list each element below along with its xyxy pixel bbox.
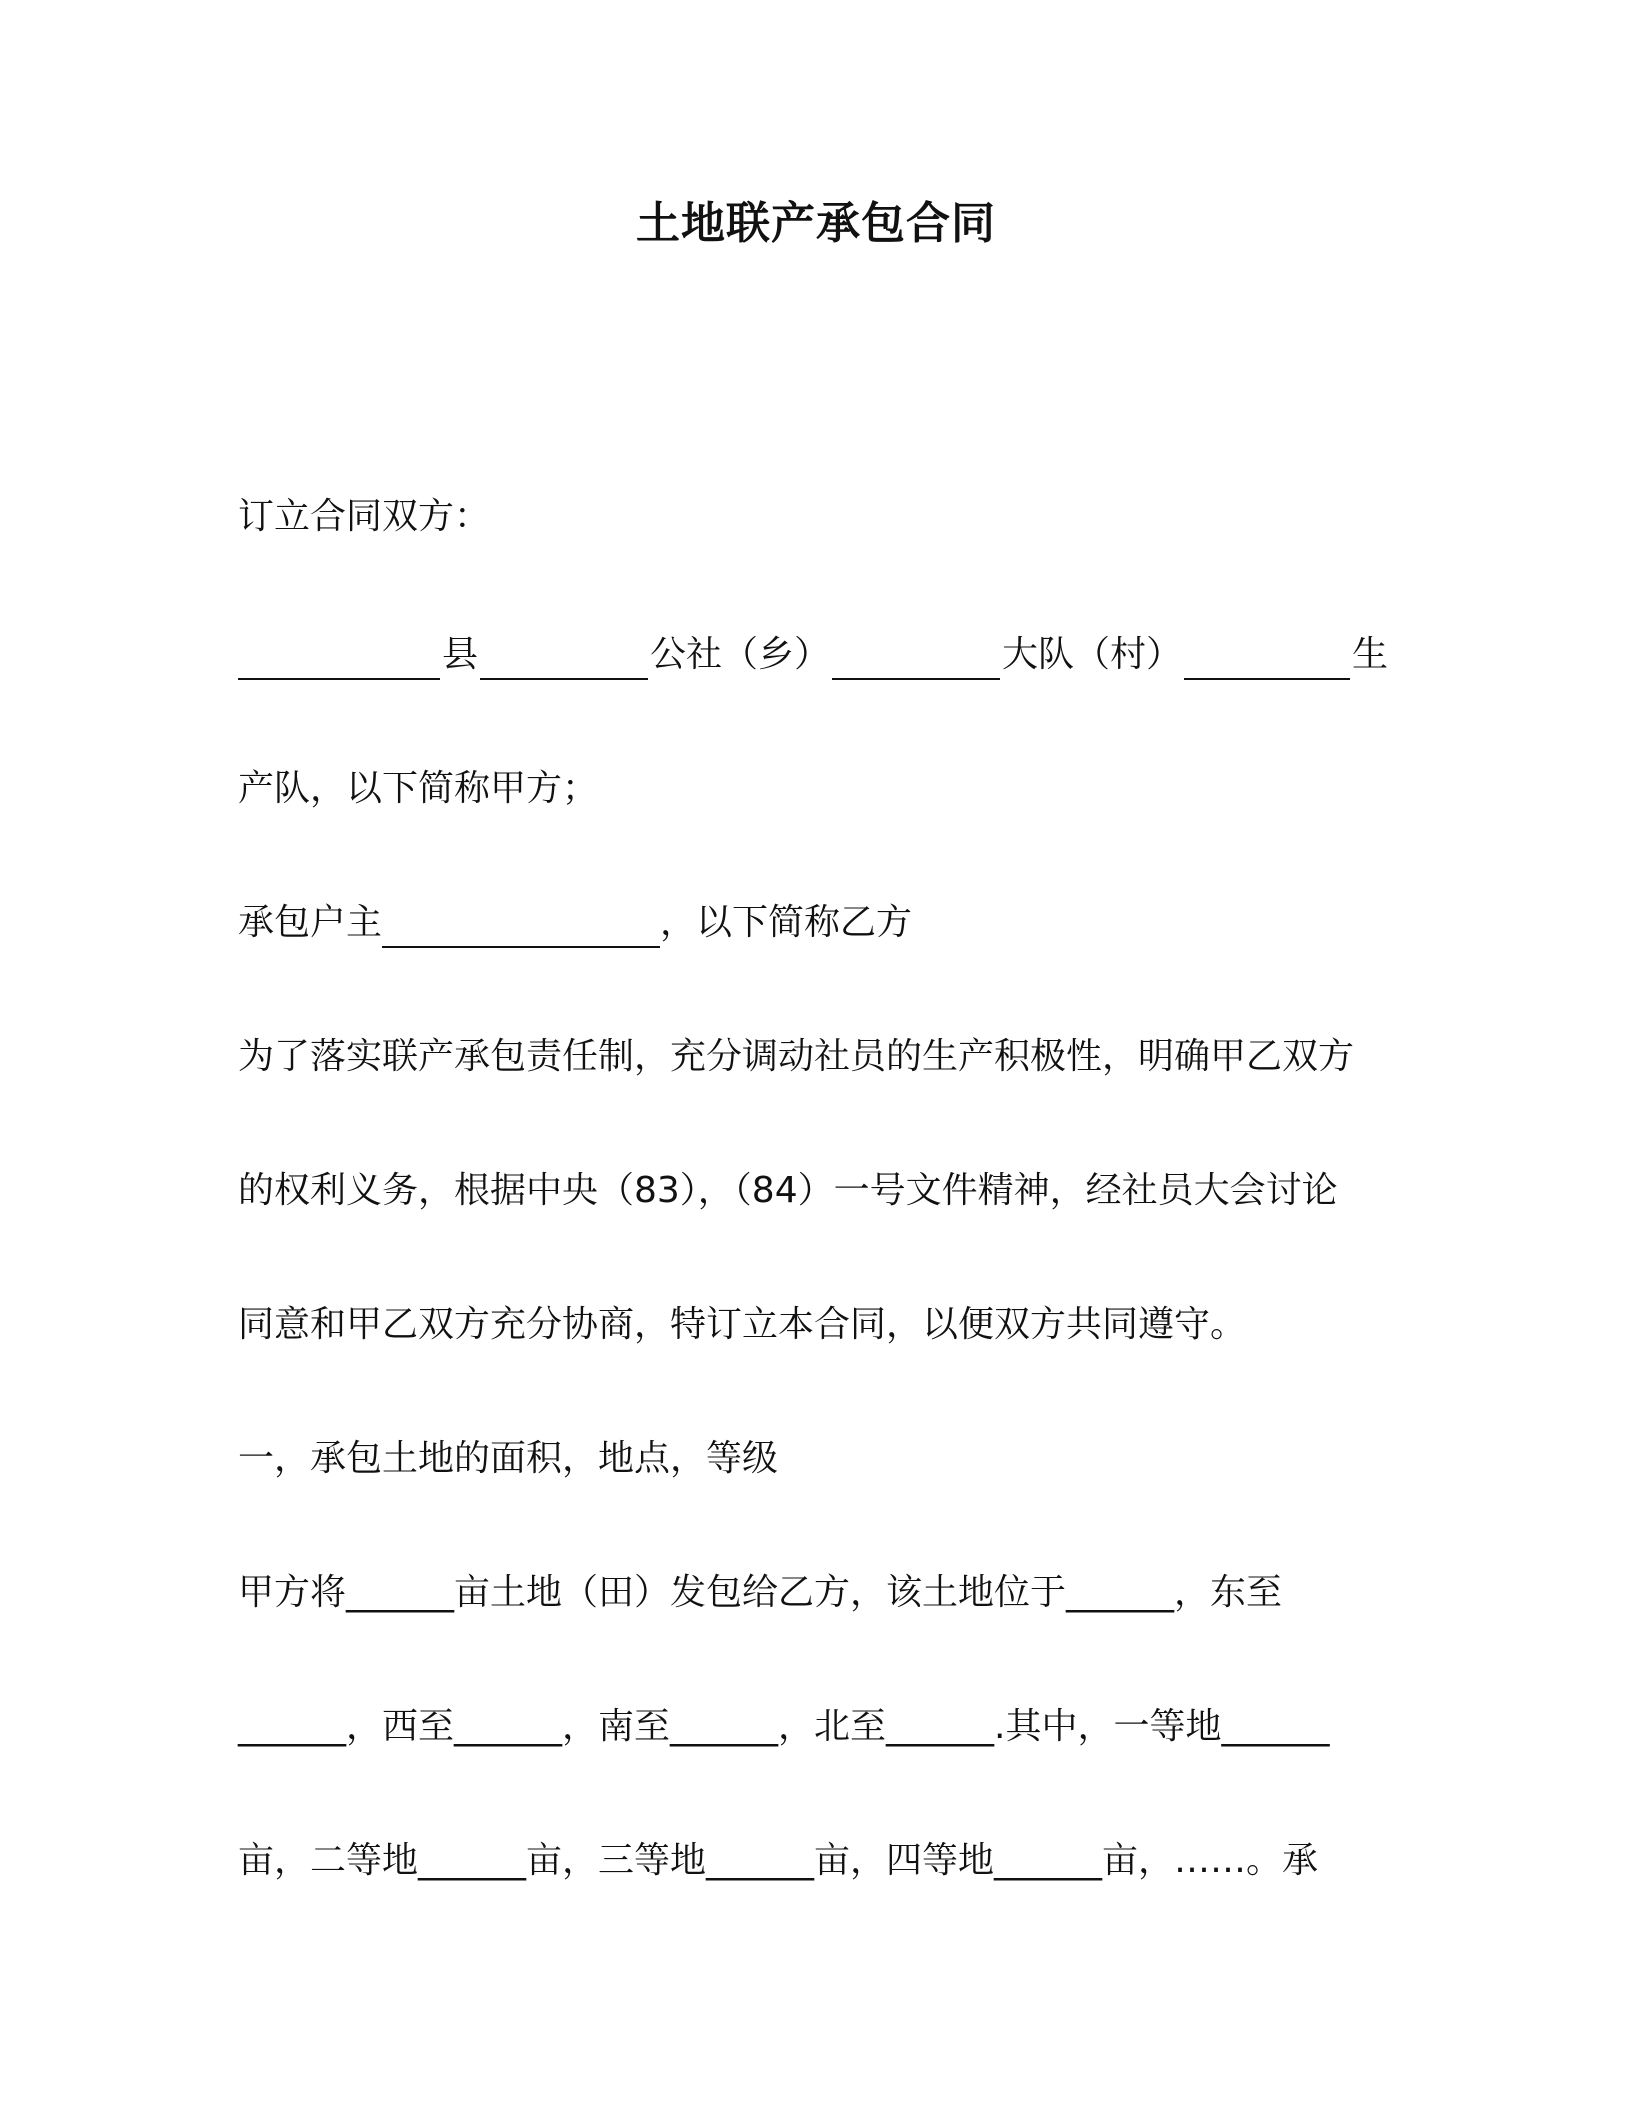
party-a-line — [238, 630, 1388, 680]
brigade-suffix: 大队（村） — [1001, 634, 1182, 675]
parties-heading: 订立合同双方： — [238, 496, 491, 537]
preamble-line: 的权利义务，根据中央（83），（84）一号文件精神，经社员大会讨论 — [238, 1170, 1338, 1211]
section1-line: ______，西至______，南至______，北至______.其中，一等地______ — [238, 1706, 1330, 1747]
party-b-line — [238, 898, 1388, 948]
household-head-blank[interactable] — [382, 906, 660, 948]
preamble-line: 同意和甲乙双方充分协商，特订立本合同，以便双方共同遵守。 — [238, 1304, 1247, 1345]
section1-line: 甲方将______亩土地（田）发包给乙方，该土地位于______，东至 — [238, 1572, 1283, 1613]
county-suffix: 县 — [441, 634, 478, 675]
county-blank[interactable] — [238, 638, 440, 680]
document-title: 土地联产承包合同 — [636, 198, 996, 249]
section1-heading: 一，承包土地的面积，地点，等级 — [238, 1438, 779, 1479]
party-b-prefix: 承包户主 — [238, 902, 383, 943]
commune-suffix: 公社（乡） — [649, 634, 830, 675]
commune-blank[interactable] — [480, 638, 648, 680]
brigade-blank[interactable] — [832, 638, 1000, 680]
section1-line: 亩，二等地______亩，三等地______亩，四等地______亩，……。承 — [238, 1840, 1319, 1881]
team-suffix: 生 — [1351, 634, 1388, 675]
party-b-suffix: ，以下简称乙方 — [660, 902, 913, 943]
party-a-continuation: 产队，以下简称甲方； — [238, 768, 599, 809]
team-blank[interactable] — [1184, 638, 1350, 680]
preamble-line: 为了落实联产承包责任制，充分调动社员的生产积极性，明确甲乙双方 — [238, 1036, 1355, 1077]
